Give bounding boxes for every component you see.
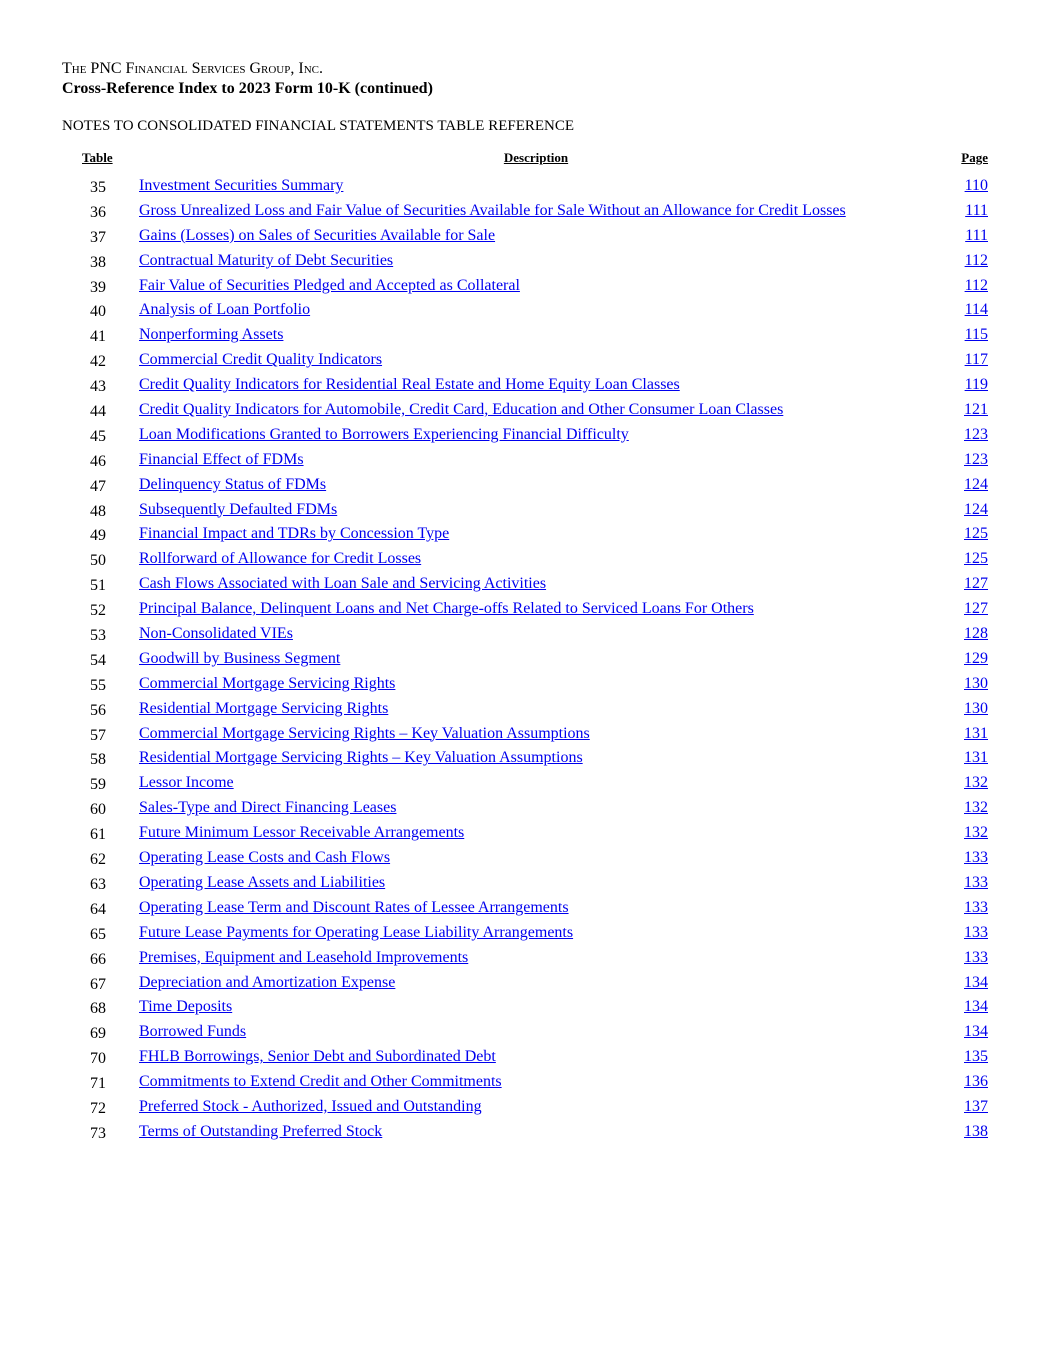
table-number: 73	[90, 1124, 106, 1142]
table-number: 40	[90, 303, 106, 321]
table-number: 61	[90, 826, 106, 844]
table-description-link[interactable]: Investment Securities Summary	[139, 177, 344, 194]
page-number-link[interactable]: 127	[964, 600, 988, 618]
table-row	[0, 423, 1055, 448]
table-description-link[interactable]: Future Lease Payments for Operating Lease Liability Arrangements	[139, 923, 574, 941]
page-number-link[interactable]: 133	[964, 948, 988, 966]
table-row	[0, 771, 1055, 796]
page-number-link[interactable]: 125	[964, 550, 988, 568]
table-row	[0, 622, 1055, 647]
table-row	[0, 722, 1055, 747]
table-row	[0, 647, 1055, 672]
table-row	[0, 348, 1055, 373]
page-number-link[interactable]: 136	[964, 1073, 988, 1091]
table-number: 63	[90, 875, 106, 893]
table-description-link[interactable]: Analysis of Loan Portfolio	[139, 301, 311, 319]
reference-table	[0, 174, 1055, 1145]
table-description-link[interactable]: Future Minimum Lessor Receivable Arrangements	[139, 824, 465, 842]
table-number: 62	[90, 851, 106, 869]
table-row	[0, 473, 1055, 498]
table-number: 44	[90, 403, 106, 421]
table-row	[0, 746, 1055, 771]
table-row	[0, 572, 1055, 597]
table-row	[0, 995, 1055, 1020]
table-number: 43	[90, 378, 106, 396]
table-row	[0, 821, 1055, 846]
table-description-link[interactable]: Loan Modifications Granted to Borrowers Experiencing Financial Difficulty	[139, 425, 629, 443]
page-number-link[interactable]: 137	[964, 1097, 988, 1115]
page-number-link[interactable]: 138	[964, 1122, 988, 1140]
table-description-link[interactable]: Credit Quality Indicators for Residential Real Estate and Home Equity Loan Classes	[139, 376, 680, 394]
table-number: 57	[90, 726, 106, 744]
table-row	[0, 796, 1055, 821]
page-number-link[interactable]: 135	[964, 1048, 988, 1066]
section-title: NOTES TO CONSOLIDATED FINANCIAL STATEMENTS TABLE REFERENCE	[62, 118, 575, 134]
table-number: 48	[90, 502, 106, 520]
table-row	[0, 1045, 1055, 1070]
page-number-link[interactable]: 134	[964, 973, 988, 991]
table-description-link[interactable]: Gains (Losses) on Sales of Securities Available for Sale	[139, 226, 496, 244]
page-column-header: Page	[961, 150, 988, 165]
table-number: 65	[90, 925, 106, 943]
page-number-link[interactable]: 123	[964, 450, 988, 468]
table-number: 52	[90, 602, 106, 620]
table-description-link[interactable]: Residential Mortgage Servicing Rights	[139, 699, 389, 717]
table-number: 50	[90, 552, 106, 570]
table-row	[0, 846, 1055, 871]
page-number-link[interactable]: 134	[964, 1023, 988, 1041]
table-number: 55	[90, 676, 106, 694]
table-number: 71	[90, 1075, 106, 1093]
table-description-link[interactable]: Delinquency Status of FDMs	[139, 475, 327, 493]
table-description-link[interactable]: Cash Flows Associated with Loan Sale and Servicing Activities	[139, 575, 547, 593]
table-row	[0, 971, 1055, 996]
table-row	[0, 896, 1055, 921]
table-number: 68	[90, 1000, 106, 1018]
table-row	[0, 672, 1055, 697]
table-number: 45	[90, 427, 106, 445]
table-description-link[interactable]: Terms of Outstanding Preferred Stock	[139, 1122, 383, 1140]
page-number-link[interactable]: 133	[964, 873, 988, 891]
table-description-link[interactable]: Premises, Equipment and Leasehold Improvements	[139, 948, 469, 966]
table-row	[0, 946, 1055, 971]
table-number: 60	[90, 801, 106, 819]
page-number-link[interactable]: 114	[964, 301, 988, 319]
table-number: 70	[90, 1050, 106, 1068]
page-number-link[interactable]: 131	[964, 724, 988, 742]
table-column-header: Table	[82, 150, 113, 165]
page-number-link[interactable]: 112	[964, 276, 988, 294]
table-row	[0, 921, 1055, 946]
table-row	[0, 274, 1055, 299]
table-number: 37	[90, 228, 106, 246]
table-row	[0, 224, 1055, 249]
table-row	[0, 1070, 1055, 1095]
table-number: 51	[90, 577, 106, 595]
table-description-link[interactable]: Operating Lease Term and Discount Rates of Lessee Arrangements	[139, 898, 569, 916]
page-number-link[interactable]: 127	[964, 575, 988, 593]
table-description-link[interactable]: Commercial Mortgage Servicing Rights	[139, 674, 396, 692]
table-number: 53	[90, 627, 106, 645]
table-description-link[interactable]: Time Deposits	[139, 998, 233, 1016]
page-number-link[interactable]: 134	[964, 998, 988, 1016]
page-number-link[interactable]: 112	[964, 251, 988, 269]
table-row	[0, 697, 1055, 722]
table-row	[0, 547, 1055, 572]
table-row	[0, 199, 1055, 224]
table-row	[0, 448, 1055, 473]
table-description-link[interactable]: Residential Mortgage Servicing Rights – Key Valuation Assumptions	[139, 749, 583, 767]
table-row	[0, 597, 1055, 622]
page-number-link[interactable]: 111	[965, 226, 988, 244]
table-description-link[interactable]: Lessor Income	[139, 774, 234, 792]
table-description-link[interactable]: Credit Quality Indicators for Automobile, Credit Card, Education and Other Consumer Loan Classes	[139, 401, 784, 419]
table-row	[0, 1020, 1055, 1045]
page-number-link[interactable]: 132	[964, 774, 988, 792]
table-row	[0, 298, 1055, 323]
table-description-link[interactable]: Operating Lease Assets and Liabilities	[139, 873, 386, 891]
page-number-link[interactable]: 131	[964, 749, 988, 767]
page-number-link[interactable]: 132	[964, 799, 988, 817]
table-number: 72	[90, 1099, 106, 1117]
table-description-link[interactable]: FHLB Borrowings, Senior Debt and Subordinated Debt	[139, 1048, 496, 1066]
page-number-link[interactable]: 129	[964, 649, 988, 667]
table-row	[0, 174, 1055, 199]
table-number: 35	[90, 179, 106, 196]
description-column-header: Description	[503, 150, 569, 165]
page-number-link[interactable]: 115	[964, 326, 988, 344]
page-number-link[interactable]: 117	[964, 351, 988, 369]
table-row	[0, 373, 1055, 398]
table-number: 69	[90, 1025, 106, 1043]
table-number: 41	[90, 328, 106, 346]
page-number-link[interactable]: 128	[964, 625, 988, 643]
table-row	[0, 1095, 1055, 1120]
table-row	[0, 498, 1055, 523]
table-number: 38	[90, 253, 106, 271]
page-number-link[interactable]: 132	[964, 824, 988, 842]
page-number-link[interactable]: 123	[964, 425, 988, 443]
table-description-link[interactable]: Sales-Type and Direct Financing Leases	[139, 799, 397, 817]
table-description-link[interactable]: Operating Lease Costs and Cash Flows	[139, 849, 391, 867]
table-row	[0, 398, 1055, 423]
page-number-link[interactable]: 111	[965, 201, 988, 219]
table-description-link[interactable]: Borrowed Funds	[139, 1023, 247, 1041]
table-number: 56	[90, 701, 106, 719]
table-description-link[interactable]: Financial Effect of FDMs	[139, 450, 304, 468]
table-number: 54	[90, 651, 106, 669]
table-description-link[interactable]: Nonperforming Assets	[139, 326, 284, 344]
table-number: 39	[90, 278, 106, 296]
page-number-link[interactable]: 110	[964, 177, 988, 194]
table-description-link[interactable]: Goodwill by Business Segment	[139, 649, 341, 667]
page-number-link[interactable]: 119	[964, 376, 988, 394]
table-description-link[interactable]: Gross Unrealized Loss and Fair Value of Securities Available for Sale Without an Allowance for Credit Losses	[139, 201, 846, 219]
table-row	[0, 522, 1055, 547]
table-number: 58	[90, 751, 106, 769]
table-number: 64	[90, 900, 106, 918]
table-description-link[interactable]: Preferred Stock - Authorized, Issued and Outstanding	[139, 1097, 482, 1115]
table-number: 67	[90, 975, 106, 993]
table-number: 46	[90, 452, 106, 470]
table-description-link[interactable]: Commercial Mortgage Servicing Rights – Key Valuation Assumptions	[139, 724, 590, 742]
table-number: 47	[90, 477, 106, 495]
table-row	[0, 249, 1055, 274]
page-number-link[interactable]: 133	[964, 923, 988, 941]
table-row	[0, 1120, 1055, 1145]
company-name: The PNC Financial Services Group, Inc.	[62, 60, 323, 77]
page-number-link[interactable]: 130	[964, 699, 988, 717]
page-number-link[interactable]: 121	[964, 401, 988, 419]
table-description-link[interactable]: Subsequently Defaulted FDMs	[139, 500, 338, 518]
table-description-link[interactable]: Commercial Credit Quality Indicators	[139, 351, 383, 369]
table-description-link[interactable]: Contractual Maturity of Debt Securities	[139, 251, 394, 269]
page-number-link[interactable]: 133	[964, 849, 988, 867]
table-description-link[interactable]: Fair Value of Securities Pledged and Accepted as Collateral	[139, 276, 520, 294]
page-number-link[interactable]: 124	[964, 500, 988, 518]
table-description-link[interactable]: Rollforward of Allowance for Credit Losses	[139, 550, 422, 568]
table-row	[0, 871, 1055, 896]
table-number: 59	[90, 776, 106, 794]
table-row	[0, 323, 1055, 348]
table-number: 49	[90, 527, 106, 545]
table-number: 42	[90, 353, 106, 371]
table-description-link[interactable]: Financial Impact and TDRs by Concession Type	[139, 525, 450, 543]
page-number-link[interactable]: 130	[964, 674, 988, 692]
page-title: Cross-Reference Index to 2023 Form 10-K (continued)	[62, 80, 433, 97]
table-description-link[interactable]: Principal Balance, Delinquent Loans and Net Charge-offs Related to Serviced Loans For Others	[139, 600, 754, 618]
table-number: 36	[90, 203, 106, 221]
page-number-link[interactable]: 133	[964, 898, 988, 916]
page-number-link[interactable]: 124	[964, 475, 988, 493]
table-number: 66	[90, 950, 106, 968]
table-description-link[interactable]: Commitments to Extend Credit and Other Commitments	[139, 1073, 502, 1091]
page-number-link[interactable]: 125	[964, 525, 988, 543]
table-description-link[interactable]: Depreciation and Amortization Expense	[139, 973, 396, 991]
table-description-link[interactable]: Non-Consolidated VIEs	[139, 625, 293, 643]
